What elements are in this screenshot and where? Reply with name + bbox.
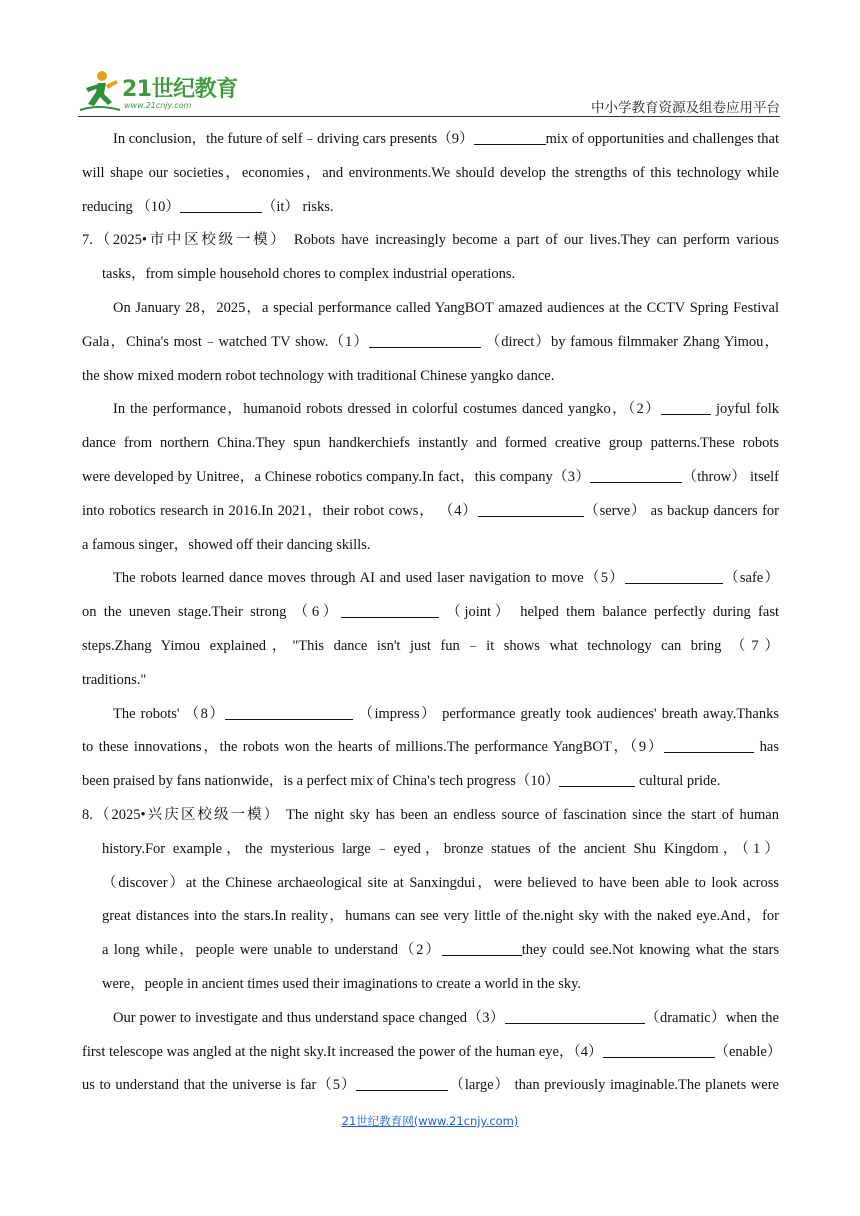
text-line xyxy=(82,1069,779,1103)
line-text: （enable） xyxy=(714,1043,782,1060)
line-text: Our power to investigate and thus understand space changed（3） xyxy=(113,1009,505,1026)
line-text: （impress） performance greatly took audiences' breath away.Thanks xyxy=(353,705,779,722)
line-text: （joint） helped them balance perfectly during fast xyxy=(438,604,779,621)
line-text: steps.Zhang Yimou explained，"This dance isn't just fun﹣it shows what technology can bring （7） xyxy=(82,637,779,654)
line-text: （discover）at the Chinese archaeological site at Sanxingdui，were believed to have been able to look across xyxy=(102,874,779,891)
logo-sub-text: www.21cnjy.com xyxy=(124,101,192,110)
text-line xyxy=(82,529,779,563)
answer-blank[interactable] xyxy=(474,130,546,145)
line-text: mix of opportunities and challenges that xyxy=(545,131,780,147)
text-line xyxy=(82,630,779,664)
header-tagline: 中小学教育资源及组卷应用平台 xyxy=(591,100,780,116)
answer-blank[interactable] xyxy=(590,468,682,483)
line-text: traditions." xyxy=(82,671,147,688)
line-text: Gala，China's most﹣watched TV show.（1） xyxy=(82,333,369,350)
line-text: joyful folk xyxy=(711,401,779,418)
answer-blank[interactable] xyxy=(478,502,584,517)
line-text: （it） risks. xyxy=(261,198,334,215)
line-text: a long while，people were unable to understand（2） xyxy=(102,942,442,959)
answer-blank[interactable] xyxy=(661,400,711,415)
line-text: a famous singer，showed off their dancing skills. xyxy=(82,536,371,553)
line-text: （direct）by famous filmmaker Zhang Yimou， xyxy=(481,333,780,350)
line-text: history.For example，the mysterious large﹣eyed，bronze statues of the ancient Shu Kingdom，（1） xyxy=(102,840,779,857)
text-line xyxy=(82,833,779,867)
text-line xyxy=(82,191,779,225)
line-text: were developed by Unitree，a Chinese robotics company.In fact，this company（3） xyxy=(82,468,591,485)
text-line xyxy=(82,292,779,326)
line-text: us to understand that the universe is far（5） xyxy=(82,1077,357,1094)
text-line xyxy=(82,1036,782,1070)
line-text: reducing （10） xyxy=(82,198,180,215)
text-line xyxy=(82,664,779,698)
line-text: will shape our societies，economies，and environments.We should develop the strengths of this technology while xyxy=(82,164,779,181)
text-line xyxy=(82,157,779,191)
line-text: cultural pride. xyxy=(635,773,721,790)
line-text: The robots' （8） xyxy=(113,705,226,722)
answer-blank[interactable] xyxy=(341,603,439,618)
line-text: The robots learned dance moves through AI and used laser navigation to move（5） xyxy=(113,570,625,587)
line-text: （serve） as backup dancers for xyxy=(583,502,780,519)
text-line xyxy=(82,900,779,934)
line-text: they could see.Not knowing what the stars xyxy=(521,942,779,959)
line-text: （dramatic）when the xyxy=(644,1009,779,1026)
text-line xyxy=(82,123,779,157)
text-line xyxy=(82,258,779,292)
answer-blank[interactable] xyxy=(559,772,635,787)
line-text: great distances into the stars.In reality，humans can see very little of the.night sky with the naked eye.And，for xyxy=(102,908,779,925)
answer-blank[interactable] xyxy=(225,705,353,720)
line-text: 7.（2025•市中区校级一模） Robots have increasingly become a part of our lives.They can perform various xyxy=(82,232,779,249)
site-logo[interactable] xyxy=(78,68,248,116)
answer-blank[interactable] xyxy=(625,569,723,584)
text-line xyxy=(82,562,779,596)
text-line xyxy=(82,427,779,461)
line-text: On January 28，2025，a special performance called YangBOT amazed audiences at the CCTV Spring Festival xyxy=(113,299,779,316)
line-text: to these innovations，the robots won the hearts of millions.The performance YangBOT，（9） xyxy=(82,739,665,756)
answer-blank[interactable] xyxy=(442,941,522,956)
line-text: In the performance，humanoid robots dressed in colorful costumes danced yangko，（2） xyxy=(113,401,662,418)
line-text: （large） than previously imaginable.The planets were xyxy=(448,1077,779,1094)
text-line xyxy=(82,867,779,901)
line-text: （safe） xyxy=(722,570,779,587)
footer-link[interactable]: 21世纪教育网(www.21cnjy.com) xyxy=(341,1114,519,1128)
page-header xyxy=(78,64,780,116)
line-text: In conclusion，the future of self﹣driving cars presents（9） xyxy=(113,131,474,147)
text-line xyxy=(82,698,779,732)
line-text: （throw） itself xyxy=(682,468,780,485)
text-line xyxy=(82,799,779,833)
document-body xyxy=(82,123,782,1103)
answer-blank[interactable] xyxy=(180,198,262,213)
text-line xyxy=(82,393,779,427)
text-line xyxy=(82,731,779,765)
answer-blank[interactable] xyxy=(664,738,754,753)
line-text: 8.（2025•兴庆区校级一模） The night sky has been an endless source of fascination since the start of human xyxy=(82,806,779,823)
text-line xyxy=(82,495,779,529)
line-text: has xyxy=(754,739,779,756)
text-line xyxy=(82,224,779,258)
text-line xyxy=(82,360,779,394)
text-line xyxy=(82,765,779,799)
line-text: the show mixed modern robot technology with traditional Chinese yangko dance. xyxy=(82,367,555,384)
answer-blank[interactable] xyxy=(356,1076,448,1091)
logo-main-text: 21世纪教育 xyxy=(122,77,238,102)
text-line xyxy=(82,968,779,1002)
answer-blank[interactable] xyxy=(505,1009,645,1024)
answer-blank[interactable] xyxy=(369,333,481,348)
text-line xyxy=(82,326,779,360)
text-line xyxy=(82,934,779,968)
running-figure-icon xyxy=(78,68,122,114)
line-text: tasks，from simple household chores to complex industrial operations. xyxy=(102,266,516,283)
line-text: dance from northern China.They spun handkerchiefs instantly and formed creative group patterns.These robots xyxy=(82,435,779,452)
text-line xyxy=(82,461,779,495)
answer-blank[interactable] xyxy=(603,1043,715,1058)
line-text: on the uneven stage.Their strong （6） xyxy=(82,604,341,621)
text-line xyxy=(82,596,779,630)
line-text: were，people in ancient times used their imaginations to create a world in the sky. xyxy=(102,975,582,992)
line-text: into robotics research in 2016.In 2021，their robot cows， （4） xyxy=(82,502,478,519)
header-divider xyxy=(78,116,780,117)
line-text: first telescope was angled at the night sky.It increased the power of the human eye，（4） xyxy=(82,1043,603,1060)
line-text: been praised by fans nationwide，is a perfect mix of China's tech progress（10） xyxy=(82,773,560,790)
text-line xyxy=(82,1002,779,1036)
